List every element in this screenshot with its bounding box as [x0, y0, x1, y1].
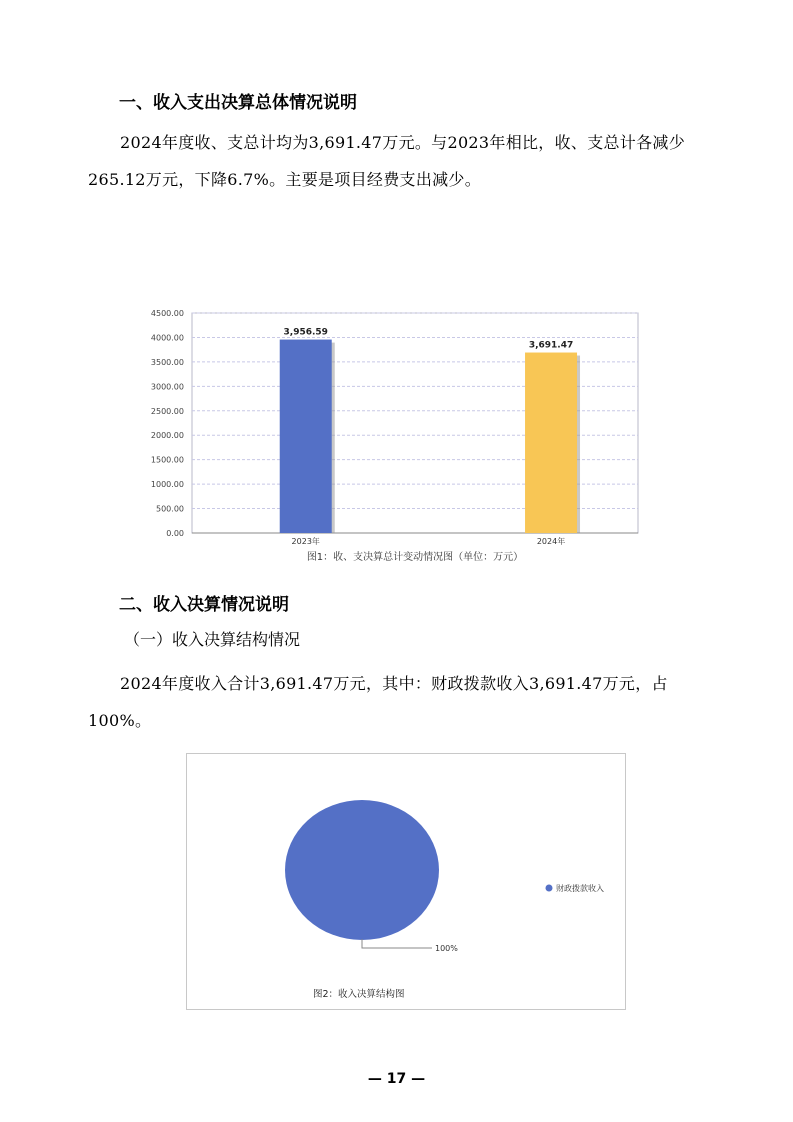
section2-paragraph: 2024年度收入合计3,691.47万元，其中：财政拨款收入3,691.47万元，占100%。 [88, 674, 668, 730]
y-tick-label: 1000.00 [150, 480, 184, 490]
bar [525, 353, 577, 533]
slice-leader-line [362, 939, 432, 948]
legend-marker [546, 885, 553, 892]
section2-subheading: （一）收入决算结构情况 [124, 630, 301, 649]
chart-caption: 图1：收、支决算总计变动情况图（单位：万元） [306, 552, 524, 563]
bar-value-label: 3,956.59 [283, 327, 328, 338]
y-tick-label: 0.00 [166, 529, 184, 538]
y-tick-label: 3500.00 [150, 357, 184, 367]
y-tick-label: 2000.00 [150, 431, 184, 441]
section2-heading: 二、收入决算情况说明 [119, 595, 289, 615]
bar-chart [150, 305, 640, 570]
slice-label: 100% [435, 944, 458, 953]
x-tick-label: 2024年 [536, 537, 566, 546]
section1-heading: 一、收入支出决算总体情况说明 [119, 93, 357, 113]
y-tick-label: 1500.00 [150, 455, 184, 465]
y-tick-label: 3000.00 [150, 382, 184, 392]
pie-chart [186, 753, 626, 1010]
legend-label: 财政拨款收入 [556, 884, 604, 893]
pie-slice [285, 800, 439, 940]
y-tick-label: 500.00 [156, 504, 184, 514]
pie-chart-svg [187, 754, 625, 1009]
section1-paragraph: 2024年度收、支总计均为3,691.47万元。与2023年相比，收、支总计各减少265.12万元，下降6.7%。主要是项目经费支出减少。 [88, 133, 685, 189]
y-tick-label: 2500.00 [150, 406, 184, 416]
bar-value-label: 3,691.47 [528, 340, 574, 351]
bar [280, 340, 332, 533]
page-number: — 17 — [367, 1071, 426, 1087]
bar-chart-svg [150, 305, 640, 570]
y-tick-label: 4500.00 [150, 309, 184, 318]
x-tick-label: 2023年 [291, 537, 320, 546]
y-tick-label: 4000.00 [150, 333, 184, 343]
chart-caption: 图2：收入决算结构图 [313, 989, 405, 1000]
